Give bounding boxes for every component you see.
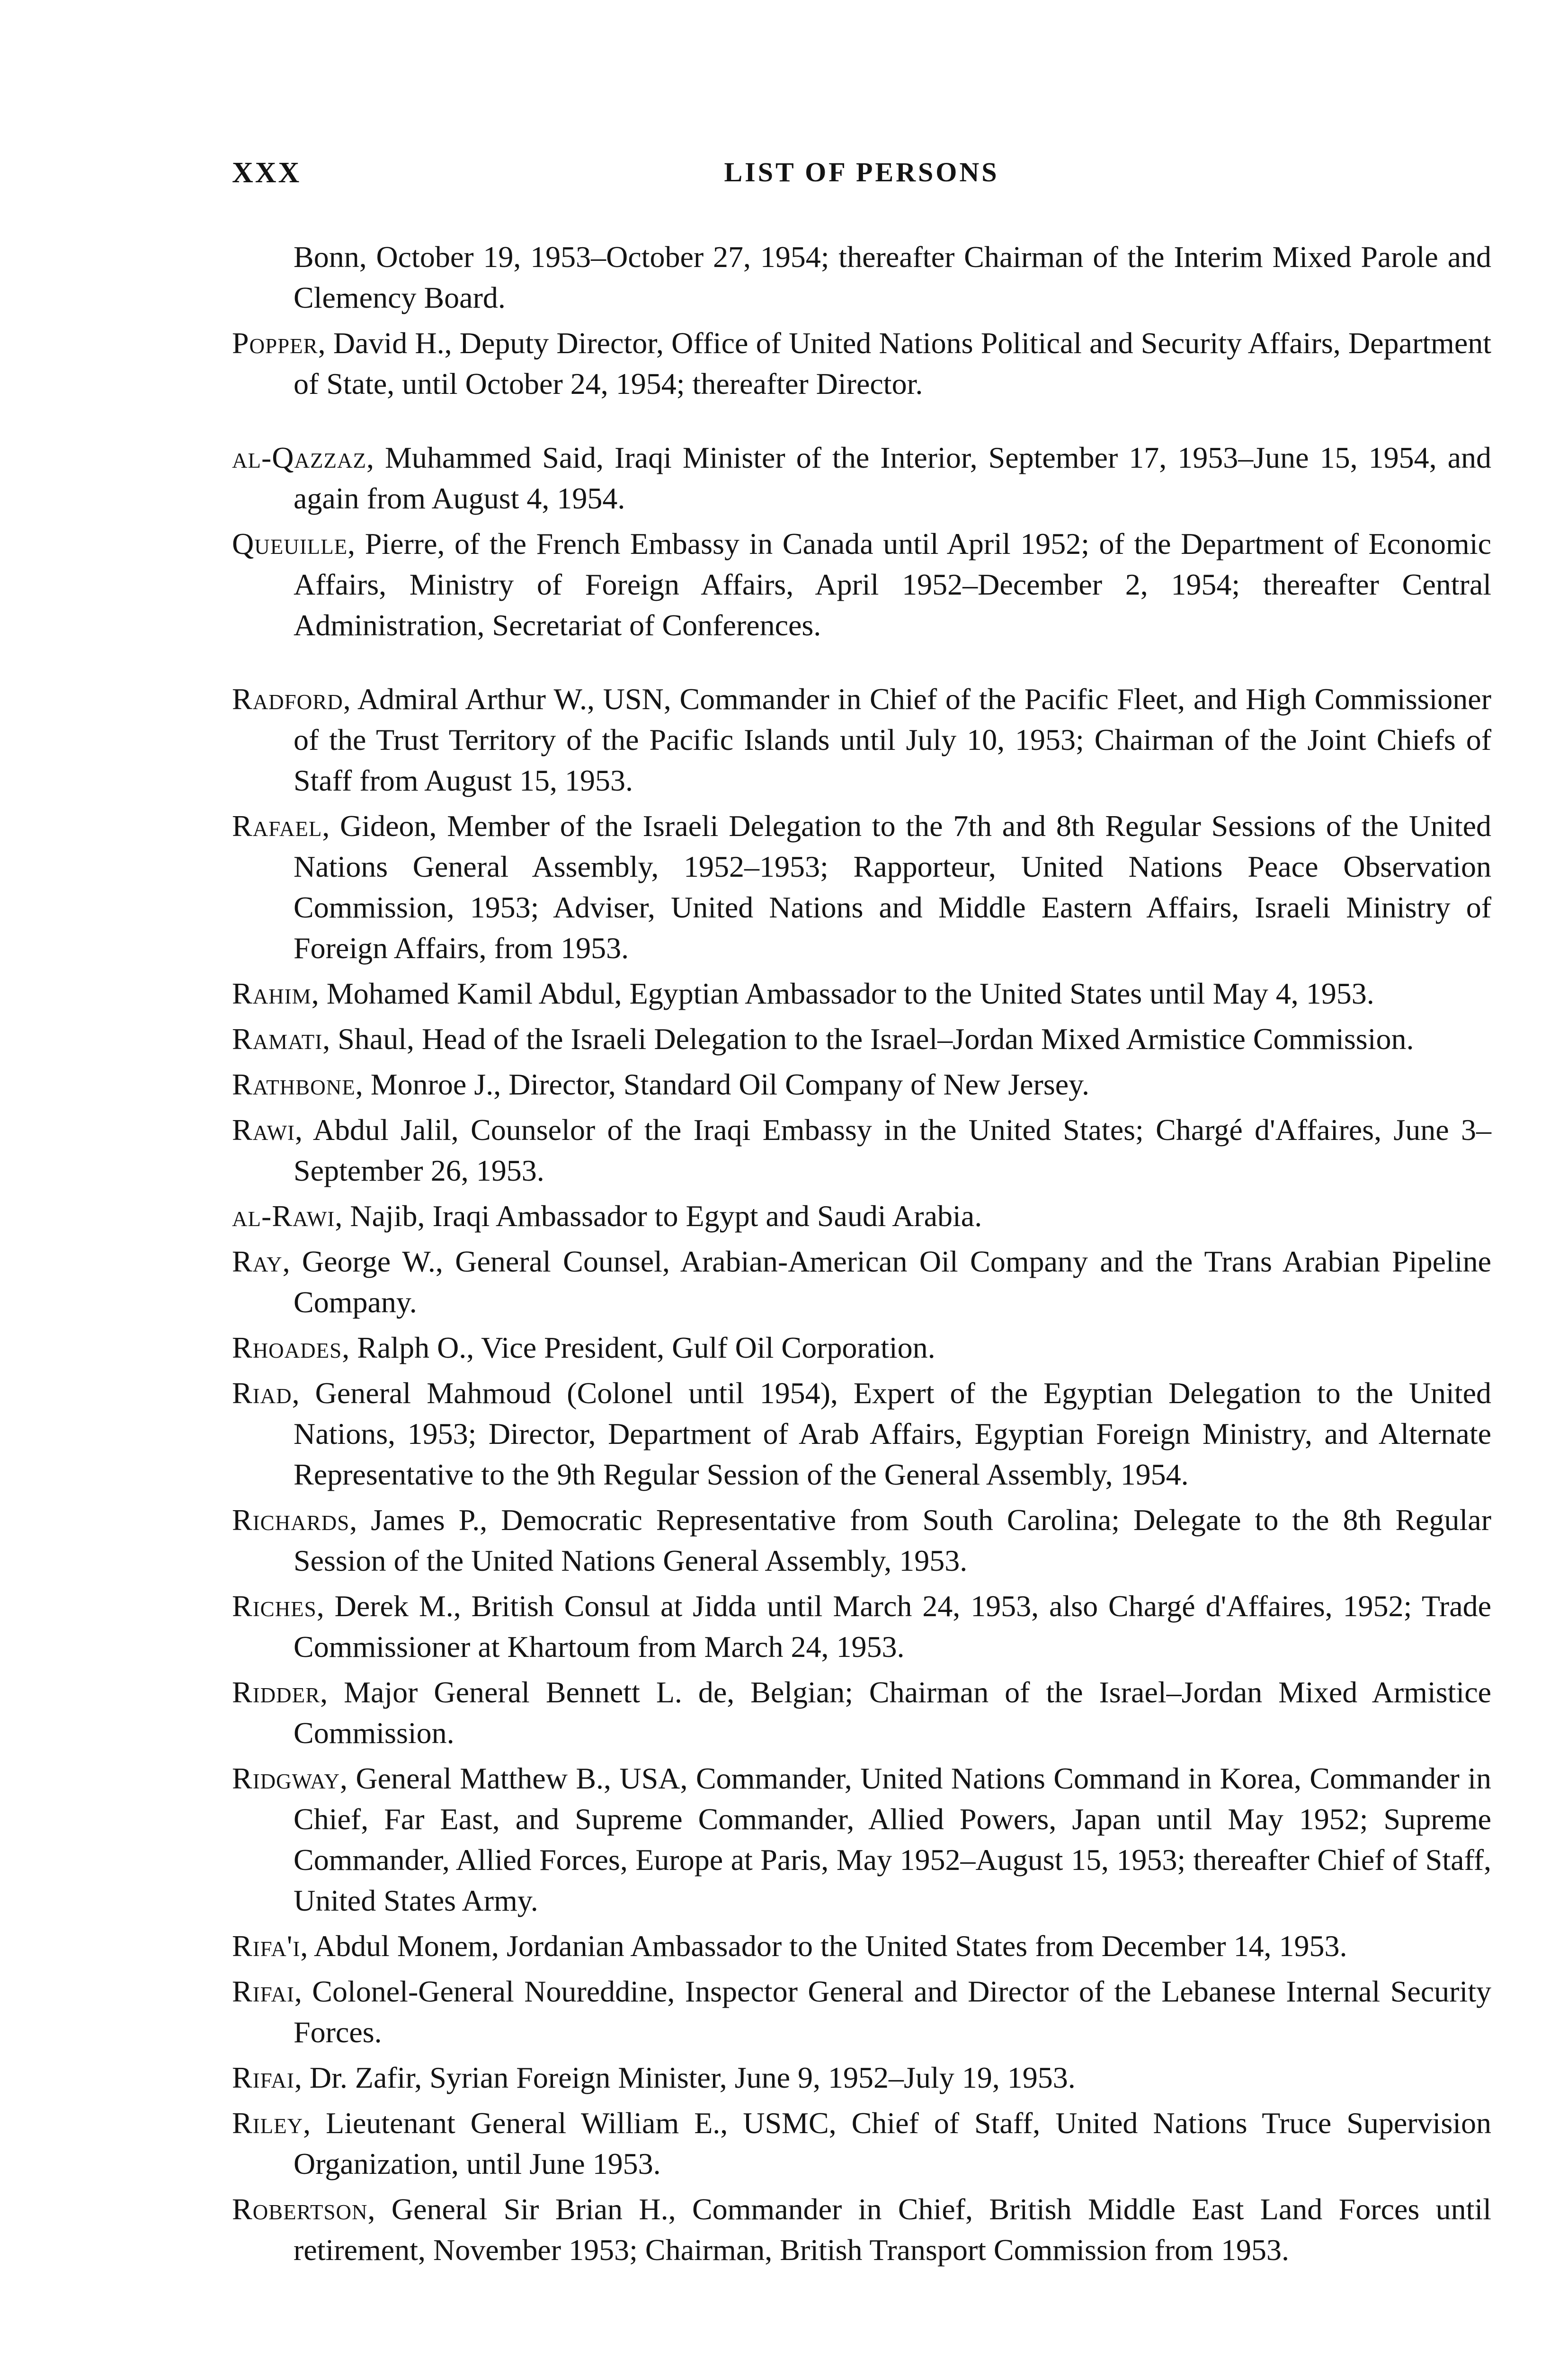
entry-surname: Ridder: [232, 1675, 321, 1709]
entry-surname: Popper: [232, 326, 318, 360]
entry-text: , General Mahmoud (Colonel until 1954), Expert of the Egyptian Delegation to the United Nations, 1953; Director, Department of Arab Affairs, Egyptian Foreign Ministry, and Alternate Representative to the 9th Regular Session of the General Assembly, 1954.: [292, 1376, 1491, 1491]
entry-surname: Ridgway: [232, 1762, 340, 1795]
list-entry: [232, 2189, 1491, 2270]
entry-surname: Rawi: [232, 1113, 295, 1147]
entry-surname: Rifa'i: [232, 1929, 301, 1963]
list-entry: [232, 524, 1491, 646]
list-entry: [232, 323, 1491, 404]
entry-surname: Ramati: [232, 1022, 323, 1056]
entry-text: , Abdul Monem, Jordanian Ambassador to the United States from December 14, 1953.: [300, 1929, 1347, 1963]
running-title: LIST OF PERSONS: [724, 157, 999, 187]
entry-text: , Admiral Arthur W., USN, Commander in Chief of the Pacific Fleet, and High Commissioner of the Trust Territory of the Pacific Islands until July 10, 1953; Chairman of the Joint Chiefs of Staff from August 15, 1953.: [294, 682, 1491, 797]
entry-text: , Najib, Iraqi Ambassador to Egypt and Saudi Arabia.: [335, 1199, 982, 1233]
list-entry: [232, 1672, 1491, 1753]
entry-surname: Ray: [232, 1245, 283, 1278]
list-entry: [232, 1196, 1491, 1237]
list-entry: [232, 237, 1491, 318]
list-entry: [232, 1926, 1491, 1967]
entry-surname: Rathbone: [232, 1068, 356, 1101]
entry-text: , Derek M., British Consul at Jidda until March 24, 1953, also Chargé d'Affaires, 1952; Trade Commissioner at Khartoum from March 24, 1953.: [294, 1589, 1491, 1664]
entry-text: , George W., General Counsel, Arabian-American Oil Company and the Trans Arabian Pipeline Company.: [282, 1245, 1491, 1319]
entry-text: , David H., Deputy Director, Office of United Nations Political and Security Affairs, Department of State, until October 24, 1954; thereafter Director.: [294, 326, 1491, 400]
entry-text: , General Sir Brian H., Commander in Chief, British Middle East Land Forces until retirement, November 1953; Chairman, British Transport Commission from 1953.: [294, 2192, 1491, 2267]
entry-surname: Richards: [232, 1503, 350, 1537]
list-entry: [232, 2103, 1491, 2184]
list-entry: [232, 1971, 1491, 2053]
entry-text: , Major General Bennett L. de, Belgian; Chairman of the Israel–Jordan Mixed Armistice Commission.: [294, 1675, 1491, 1750]
list-entry: [232, 679, 1491, 801]
entry-surname: Rifai: [232, 2061, 294, 2094]
entry-surname: Queuille: [232, 527, 348, 561]
page-number: XXX: [232, 157, 302, 189]
entry-text: , James P., Democratic Representative from South Carolina; Delegate to the 8th Regular Session of the United Nations General Assembly, 1953.: [294, 1503, 1491, 1577]
list-entry: [232, 1500, 1491, 1581]
entry-text: , Ralph O., Vice President, Gulf Oil Corporation.: [342, 1331, 935, 1364]
person-list: [232, 237, 1491, 2275]
entry-surname: al-Qazzaz: [232, 441, 366, 474]
entry-text: , Dr. Zafir, Syrian Foreign Minister, June 9, 1952–July 19, 1953.: [294, 2061, 1076, 2094]
list-entry: [232, 1586, 1491, 1667]
entry-text: Bonn, October 19, 1953–October 27, 1954; thereafter Chairman of the Interim Mixed Parole and Clemency Board.: [294, 240, 1491, 314]
entry-text: , Pierre, of the French Embassy in Canada until April 1952; of the Department of Economic Affairs, Ministry of Foreign Affairs, April 1952–December 2, 1954; thereafter Central Administration, Secretariat of Conferences.: [294, 527, 1491, 642]
entry-surname: Rafael: [232, 809, 322, 843]
entry-surname: Rhoades: [232, 1331, 342, 1364]
entry-text: , Gideon, Member of the Israeli Delegation to the 7th and 8th Regular Sessions of the United Nations General Assembly, 1952–1953; Rapporteur, United Nations Peace Observation Commission, 1953; Adviser, United Nations and Middle Eastern Affairs, Israeli Ministry of Foreign Affairs, from 1953.: [294, 809, 1491, 965]
entry-surname: Radford: [232, 682, 343, 716]
list-entry: [232, 1373, 1491, 1495]
list-entry: [232, 1110, 1491, 1191]
entry-surname: Riches: [232, 1589, 317, 1623]
list-entry: [232, 1327, 1491, 1368]
entry-surname: Riley: [232, 2106, 303, 2140]
entry-surname: Rifai: [232, 1975, 294, 2008]
list-entry: [232, 1019, 1491, 1059]
entry-text: , General Matthew B., USA, Commander, United Nations Command in Korea, Commander in Chief, Far East, and Supreme Commander, Allied Powers, Japan until May 1952; Supreme Commander, Allied Forces, Europe at Paris, May 1952–August 15, 1953; thereafter Chief of Staff, United States Army.: [294, 1762, 1491, 1917]
entry-text: , Colonel-General Noureddine, Inspector General and Director of the Lebanese Internal Security Forces.: [294, 1975, 1491, 2049]
entry-text: , Monroe J., Director, Standard Oil Company of New Jersey.: [355, 1068, 1089, 1101]
entry-text: , Muhammed Said, Iraqi Minister of the Interior, September 17, 1953–June 15, 1954, and again from August 4, 1954.: [294, 441, 1491, 515]
list-entry: [232, 973, 1491, 1014]
entry-text: , Lieutenant General William E., USMC, Chief of Staff, United Nations Truce Supervision Organization, until June 1953.: [294, 2106, 1491, 2180]
list-entry: [232, 1241, 1491, 1323]
list-entry: [232, 1064, 1491, 1105]
page-header: [232, 156, 1491, 199]
list-entry: [232, 437, 1491, 519]
list-entry: [232, 2057, 1491, 2098]
entry-surname: al-Rawi: [232, 1199, 335, 1233]
entry-surname: Robertson: [232, 2192, 368, 2226]
entry-text: , Mohamed Kamil Abdul, Egyptian Ambassador to the United States until May 4, 1953.: [311, 977, 1374, 1010]
list-entry: [232, 1758, 1491, 1921]
entry-text: , Shaul, Head of the Israeli Delegation to the Israel–Jordan Mixed Armistice Commission.: [322, 1022, 1414, 1056]
entry-surname: Rahim: [232, 977, 312, 1010]
entry-surname: Riad: [232, 1376, 292, 1410]
list-entry: [232, 806, 1491, 969]
entry-text: , Abdul Jalil, Counselor of the Iraqi Embassy in the United States; Chargé d'Affaires, June 3–September 26, 1953.: [294, 1113, 1491, 1187]
